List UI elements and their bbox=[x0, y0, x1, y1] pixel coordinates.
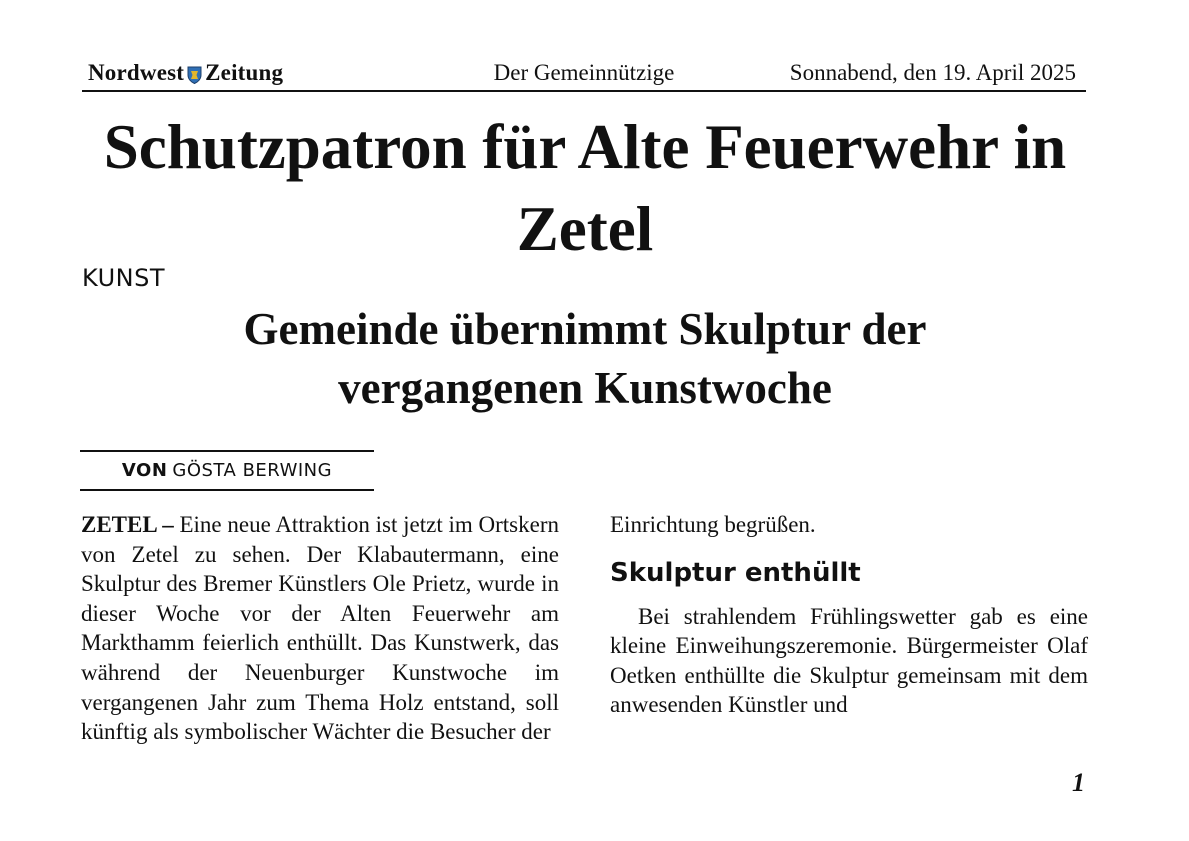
paper-name-left: Nordwest bbox=[88, 60, 185, 85]
article-headline: Schutzpatron für Alte Feuerwehr in Zetel bbox=[103, 112, 1067, 264]
page-number: 1 bbox=[1072, 768, 1085, 797]
article-column-left bbox=[81, 510, 559, 747]
section-heading: Skulptur enthüllt bbox=[610, 557, 861, 588]
paper-name-right: Zeitung bbox=[205, 60, 284, 85]
masthead bbox=[82, 58, 1086, 92]
article-paragraph-2: Bei strahlendem Frühlingswetter gab es eine kleine Einweihungszeremonie. Bürgermeister Olaf Oetken enthüllte die Skulptur gemeinsam mit dem anwesenden Künstler und bbox=[610, 603, 1088, 718]
article-paragraph-1-text: Eine neue Attraktion ist jetzt im Ortskern von Zetel zu sehen. Der Klabautermann, eine Skulptur des Bremer Künstlers Ole Prietz, wurde in dieser Woche vor der Alten Feuerwehr am Markthamm feierlich enthüllt. Das Kunstwerk, das während der Neuenburger Kunstwoche im vergangenen Jahr zum Thema Holz entstand, soll künftig als symbolischer Wächter die Besucher der bbox=[81, 512, 559, 745]
byline-author[interactable]: GÖSTA BERWING bbox=[172, 460, 333, 481]
article-paragraph-1 bbox=[81, 510, 559, 747]
paper-tagline: Der Gemeinnützige bbox=[493, 60, 675, 85]
byline-prefix: VON bbox=[121, 460, 168, 481]
issue-date: Sonnabend, den 19. April 2025 bbox=[789, 60, 1076, 85]
article-paragraph-1-continued: Einrichtung begrüßen. bbox=[610, 512, 816, 537]
byline bbox=[80, 450, 374, 491]
section-kicker: KUNST bbox=[82, 264, 166, 292]
article-subheadline: Gemeinde übernimmt Skulptur der vergangenen Kunstwoche bbox=[243, 304, 927, 413]
article-column-right bbox=[610, 510, 1088, 720]
lead-location: ZETEL – bbox=[81, 512, 174, 537]
